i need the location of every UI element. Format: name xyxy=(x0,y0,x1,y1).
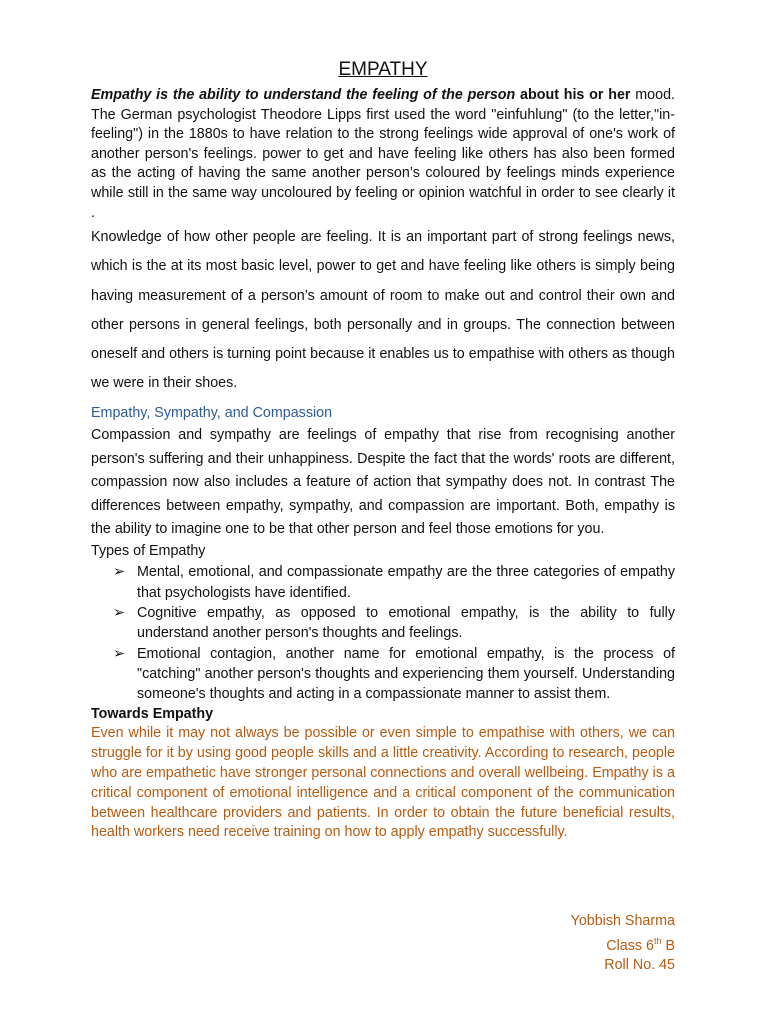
class-suffix: B xyxy=(661,937,675,954)
compassion-paragraph: Compassion and sympathy are feelings of empathy that rise from recognising another person's suffering and their unhappiness. Despite the fact that the words' roots are different, compassion now also includes a feature of action that sympathy does not. In contrast The differences between empathy, sympathy, and compassion are important. Both, empathy is the ability to imagine one to be that other person and feel those emotions for you. xyxy=(91,427,675,537)
intro-lead-italic: Empathy is the ability to understand the feeling of the person xyxy=(91,87,516,103)
knowledge-paragraph: Knowledge of how other people are feeling. It is an important part of strong feelings news, which is the at its most basic level, power to get and have feeling like others is simply being having measurement of a person’s amount of room to make out and control their own and other persons in general feelings, both personally and in groups. The connection between oneself and others is turning point because it enables us to empathise with others as though we were in their shoes. xyxy=(91,229,675,392)
list-item-text: Emotional contagion, another name for emotional empathy, is the process of "catching" another person's thoughts and experiencing them yourself. Understanding someone's thoughts and acting in a compassionate manner to assist them. xyxy=(137,645,675,703)
intro-lead-rest: mood. xyxy=(630,87,675,103)
author-class xyxy=(571,932,675,957)
list-item xyxy=(91,562,675,603)
list-item xyxy=(91,644,675,705)
arrow-bullet-icon: ➢ xyxy=(113,605,125,621)
section-heading: Empathy, Sympathy, and Compassion xyxy=(91,405,333,422)
page-title: EMPATHY xyxy=(338,59,428,80)
types-list xyxy=(91,562,675,704)
towards-heading: Towards Empathy xyxy=(91,706,214,723)
types-heading: Types of Empathy xyxy=(91,543,206,560)
towards-paragraph: Even while it may not always be possible or even simple to empathise with others, we can struggle for it by using good people skills and a little creativity. According to research, people who are empathetic have stronger personal connections and overall wellbeing. Empathy is a critical component of emotional intelligence and a critical component of the communication between healthcare providers and patients. In order to obtain the future beneficial results, health workers need receive training on how to apply empathy successfully. xyxy=(91,725,675,841)
class-superscript: th xyxy=(653,935,662,946)
intro-lead-bold: about his or her xyxy=(515,87,631,103)
signature-block xyxy=(571,912,675,976)
arrow-bullet-icon: ➢ xyxy=(113,564,125,581)
intro-body: The German psychologist Theodore Lipps first used the word "einfuhlung" (to the letter,"in-feeling") in the 1880s to have relation to the strong feelings wide approval of one's work of another person's feelings. power to get and have feeling like others has also been formed as the acting of having the same another person’s coloured by feelings minds experience while still in the same way uncoloured by feeling or opinion watchful in order to see clearly it . xyxy=(91,106,675,221)
document-content xyxy=(91,58,675,843)
intro-paragraph xyxy=(91,86,675,223)
arrow-bullet-icon: ➢ xyxy=(113,645,125,662)
roll-number: Roll No. 45 xyxy=(604,957,675,974)
list-item-text: Cognitive empathy, as opposed to emotional empathy, is the ability to fully understand another person's thoughts and feelings. xyxy=(137,605,675,642)
author-name: Yobbish Sharma xyxy=(570,913,675,929)
list-item-text: Mental, emotional, and compassionate empathy are the three categories of empathy that psychologists have identified. xyxy=(137,564,675,601)
class-prefix: Class 6 xyxy=(606,937,654,954)
list-item xyxy=(91,603,675,644)
